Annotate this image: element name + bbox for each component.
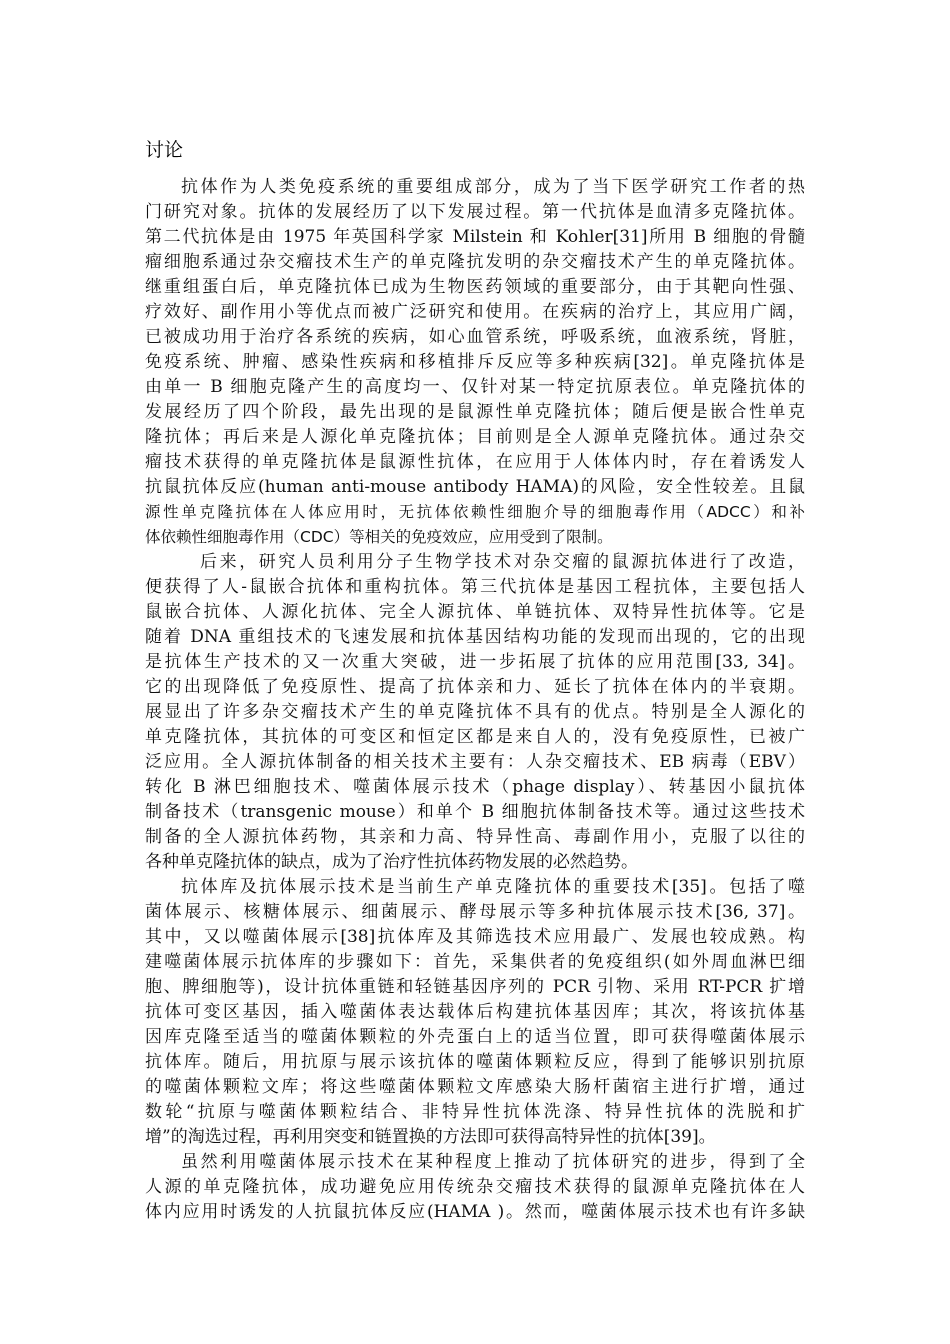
text-line: 它的出现降低了免疫原性、提高了抗体亲和力、延长了抗体在体内的半衰期。 bbox=[145, 677, 805, 697]
text-line: 免疫系统、肿瘤、感染性疾病和移植排斥反应等多种疾病[32]。单克隆抗体是 bbox=[145, 352, 805, 372]
text-line: 疗效好、副作用小等优点而被广泛研究和使用。在疾病的治疗上，其应用广阔， bbox=[145, 302, 805, 322]
text-line: 抗体库及抗体展示技术是当前生产单克隆抗体的重要技术[35]。包括了噬 bbox=[181, 877, 805, 897]
text-line: 数轮“抗原与噬菌体颗粒结合、非特异性抗体洗涤、特异性抗体的洗脱和扩 bbox=[145, 1102, 805, 1122]
text-line: 后来，研究人员利用分子生物学技术对杂交瘤的鼠源抗体进行了改造， bbox=[200, 552, 805, 572]
text-line: 抗鼠抗体反应(human anti-mouse antibody HAMA)的风险，安全性较差。且鼠 bbox=[145, 477, 805, 497]
text-line: 鼠嵌合抗体、人源化抗体、完全人源抗体、单链抗体、双特异性抗体等。它是 bbox=[145, 602, 805, 622]
text-line: 各种单克隆抗体的缺点，成为了治疗性抗体药物发展的必然趋势。 bbox=[145, 852, 638, 872]
text-line: 瘤细胞系通过杂交瘤技术生产的单克隆抗发明的杂交瘤技术产生的单克隆抗体。 bbox=[145, 252, 805, 272]
text-line: 体依赖性细胞毒作用（CDC）等相关的免疫效应，应用受到了限制。 bbox=[145, 528, 613, 546]
section-heading: 讨论 bbox=[145, 139, 184, 161]
text-line: 第二代抗体是由 1975 年英国科学家 Milstein 和 Kohler[31]所用 B 细胞的骨髓 bbox=[145, 227, 805, 247]
text-line: 发展经历了四个阶段，最先出现的是鼠源性单克隆抗体；随后便是嵌合性单克 bbox=[145, 402, 805, 422]
text-line: 抗体作为人类免疫系统的重要组成部分，成为了当下医学研究工作者的热 bbox=[181, 177, 805, 197]
text-line: 体内应用时诱发的人抗鼠抗体反应(HAMA )。然而，噬菌体展示技术也有许多缺 bbox=[145, 1202, 805, 1222]
text-line: 的噬菌体颗粒文库；将这些噬菌体颗粒文库感染大肠杆菌宿主进行扩增，通过 bbox=[145, 1077, 805, 1097]
text-line: 建噬菌体展示抗体库的步骤如下：首先，采集供者的免疫组织(如外周血淋巴细 bbox=[145, 952, 805, 972]
text-line: 是抗体生产技术的又一次重大突破，进一步拓展了抗体的应用范围[33, 34]。 bbox=[145, 652, 805, 672]
text-line: 门研究对象。抗体的发展经历了以下发展过程。第一代抗体是血清多克隆抗体。 bbox=[145, 202, 805, 222]
text-line: 源性单克隆抗体在人体应用时，无抗体依赖性细胞介导的细胞毒作用（ADCC）和补 bbox=[145, 503, 805, 521]
text-line: 人源的单克隆抗体，成功避免应用传统杂交瘤技术获得的鼠源单克隆抗体在人 bbox=[145, 1177, 805, 1197]
text-line: 其中，又以噬菌体展示[38]抗体库及其筛选技术应用最广、发展也较成熟。构 bbox=[145, 927, 805, 947]
text-line: 制备的全人源抗体药物，其亲和力高、特异性高、毒副作用小，克服了以往的 bbox=[145, 827, 805, 847]
text-line: 瘤技术获得的单克隆抗体是鼠源性抗体，在应用于人体体内时，存在着诱发人 bbox=[145, 452, 805, 472]
text-line: 由单一 B 细胞克隆产生的高度均一、仅针对某一特定抗原表位。单克隆抗体的 bbox=[145, 377, 805, 397]
text-line: 增”的淘选过程，再利用突变和链置换的方法即可获得高特异性的抗体[39]。 bbox=[145, 1127, 716, 1147]
text-line: 胞、脾细胞等)，设计抗体重链和轻链基因序列的 PCR 引物、采用 RT-PCR 扩增 bbox=[145, 977, 805, 997]
text-line: 泛应用。全人源抗体制备的相关技术主要有：人杂交瘤技术、EB 病毒（EBV） bbox=[145, 752, 805, 772]
text-line: 抗体库。随后，用抗原与展示该抗体的噬菌体颗粒反应，得到了能够识别抗原 bbox=[145, 1052, 805, 1072]
text-line: 隆抗体；再后来是人源化单克隆抗体；目前则是全人源单克隆抗体。通过杂交 bbox=[145, 427, 805, 447]
text-line: 已被成功用于治疗各系统的疾病，如心血管系统，呼吸系统，血液系统，肾脏， bbox=[145, 327, 805, 347]
text-line: 制备技术（transgenic mouse）和单个 B 细胞抗体制备技术等。通过这些技术 bbox=[145, 802, 805, 822]
text-line: 展显出了许多杂交瘤技术产生的单克隆抗体不具有的优点。特别是全人源化的 bbox=[145, 702, 805, 722]
text-line: 转化 B 淋巴细胞技术、噬菌体展示技术（phage display）、转基因小鼠抗体 bbox=[145, 777, 805, 797]
text-line: 菌体展示、核糖体展示、细菌展示、酵母展示等多种抗体展示技术[36, 37]。 bbox=[145, 902, 805, 922]
text-line: 随着 DNA 重组技术的飞速发展和抗体基因结构功能的发现而出现的，它的出现 bbox=[145, 627, 805, 647]
text-line: 继重组蛋白后，单克隆抗体已成为生物医药领域的重要部分，由于其靶向性强、 bbox=[145, 277, 805, 297]
text-line: 便获得了人-鼠嵌合抗体和重构抗体。第三代抗体是基因工程抗体，主要包括人 bbox=[145, 577, 805, 597]
text-line: 虽然利用噬菌体展示技术在某种程度上推动了抗体研究的进步，得到了全 bbox=[181, 1152, 805, 1172]
text-line: 因库克隆至适当的噬菌体颗粒的外壳蛋白上的适当位置，即可获得噬菌体展示 bbox=[145, 1027, 805, 1047]
text-line: 抗体可变区基因，插入噬菌体表达载体后构建抗体基因库；其次，将该抗体基 bbox=[145, 1002, 805, 1022]
text-line: 单克隆抗体，其抗体的可变区和恒定区都是来自人的，没有免疫原性，已被广 bbox=[145, 727, 805, 747]
